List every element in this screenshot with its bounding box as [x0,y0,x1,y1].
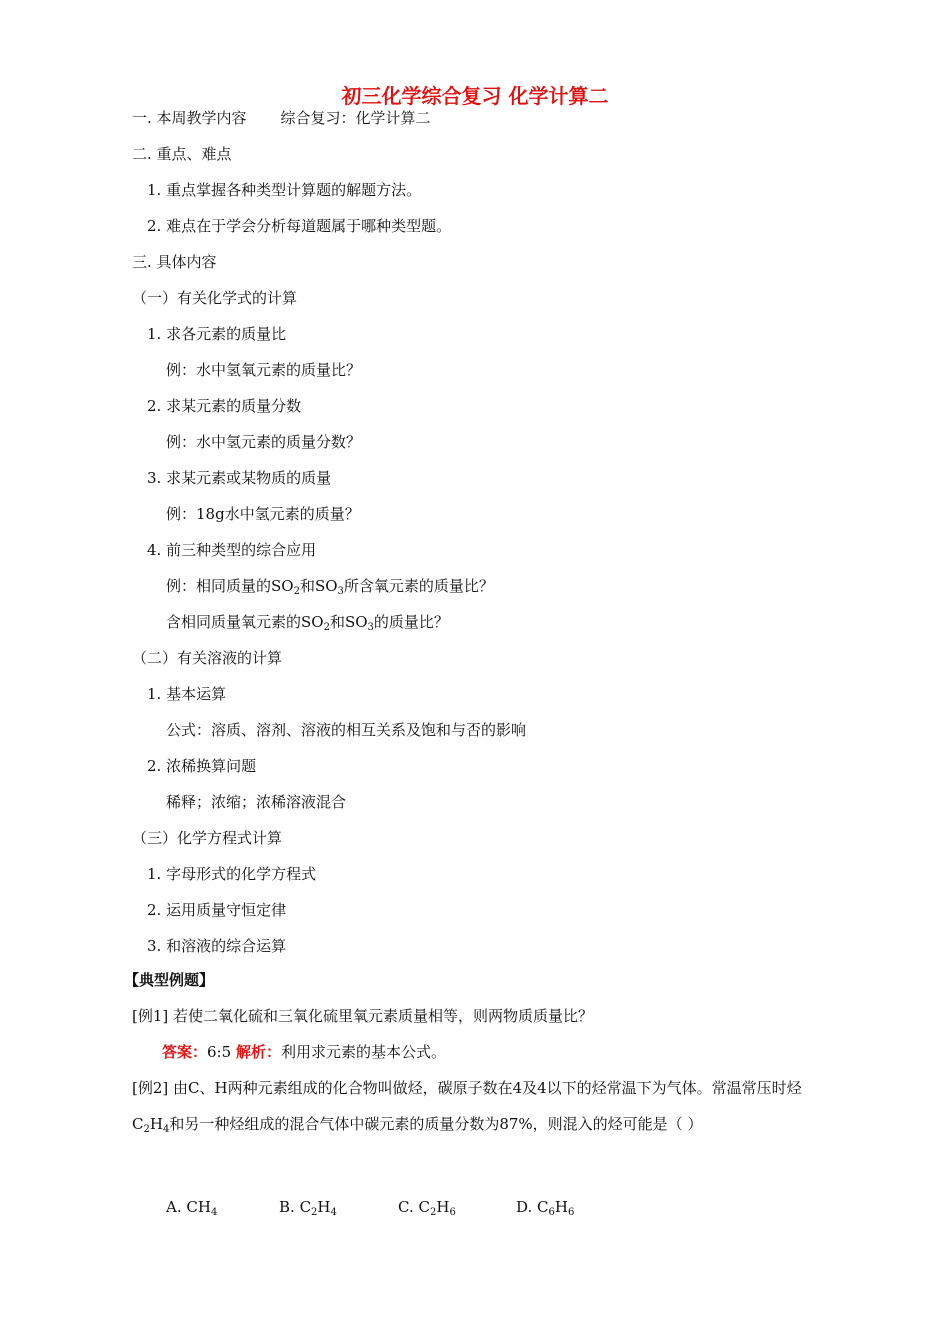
example-2-question [132,1070,822,1142]
section-3-label: 三. 具体内容 [132,253,217,271]
option-a [166,1197,279,1217]
part-1-example-2: 例：水中氢元素的质量分数？ [166,433,362,451]
option-d [516,1197,574,1217]
part-1-example-3: 例：18g水中氢元素的质量？ [166,505,360,523]
example-1-answer [162,1042,446,1062]
option-letter: A. [166,1198,187,1216]
part-1-item-2: 2. 求某元素的质量分数 [147,397,302,415]
example-1-question: [例1] 若使二氧化硫和三氧化硫里氧元素质量相等，则两物质质量比？ [132,1007,594,1025]
text: 含相同质量氧元素的SO [166,613,324,631]
part-2-formula-1: 公式：溶质、溶剂、溶液的相互关系及饱和与否的影响 [166,721,527,739]
subscript: 4 [330,1207,337,1218]
part-1-heading: （一）有关化学式的计算 [132,289,298,307]
subscript: 2 [293,586,300,597]
answer-label: 答案： [162,1043,208,1061]
formula: C [299,1198,312,1216]
text: 和SO [329,613,368,631]
subscript: 2 [143,1124,150,1135]
subscript: 6 [548,1207,555,1218]
part-1-item-3: 3. 求某元素或某物质的质量 [147,469,332,487]
part-1-example-1: 例：水中氢氧元素的质量比？ [166,361,362,379]
formula: H [436,1198,450,1216]
part-1-example-4b [166,612,449,632]
text: 的质量比？ [373,613,449,631]
part-2-item-2: 2. 浓稀换算问题 [147,757,257,775]
examples-heading: 【典型例题】 [124,971,215,989]
part-2-heading: （二）有关溶液的计算 [132,649,283,667]
text: 例：相同质量的SO [166,577,294,595]
formula: C [537,1198,549,1216]
part-1-example-4a [166,576,494,596]
example-2-options [166,1197,574,1217]
subscript: 4 [162,1124,170,1135]
part-2-item-1: 1. 基本运算 [147,685,227,703]
section-2-item-1: 1. 重点掌握各种类型计算题的解题方法。 [147,181,422,199]
subscript: 6 [567,1207,575,1218]
subscript: 4 [210,1207,218,1218]
answer-value: 6:5 [207,1043,232,1061]
option-letter: B. [279,1198,300,1216]
part-3-item-3: 3. 和溶液的综合运算 [147,937,287,955]
section-1-value: 综合复习：化学计算二 [280,109,431,127]
part-3-item-2: 2. 运用质量守恒定律 [147,901,287,919]
analysis-text: 利用求元素的基本公式。 [280,1043,446,1061]
document-title: 初三化学综合复习 化学计算二 [341,84,609,108]
text: 和SO [299,577,338,595]
part-3-item-1: 1. 字母形式的化学方程式 [147,865,317,883]
part-3-heading: （三）化学方程式计算 [132,829,283,847]
option-letter: D. [516,1198,538,1216]
formula: H [554,1198,568,1216]
section-1-label: 一. 本周教学内容 [132,109,247,127]
option-c [398,1197,516,1217]
part-1-item-1: 1. 求各元素的质量比 [147,325,287,343]
part-2-formula-2: 稀释；浓缩；浓稀溶液混合 [166,793,347,811]
formula: C [418,1198,430,1216]
subscript: 3 [367,622,374,633]
subscript: 2 [311,1207,318,1218]
section-1 [132,108,431,128]
section-2-item-2: 2. 难点在于学会分析每道题属于哪种类型题。 [147,217,452,235]
option-letter: C. [398,1198,419,1216]
text: [例2] 由C、H两种元素组成的化合物叫做烃，碳原子数在4及4以下的烃常温下为气体。常温常压时烃C [132,1079,802,1133]
formula: CH [186,1198,211,1216]
subscript: 3 [337,586,344,597]
section-2-label: 二. 重点、难点 [132,145,232,163]
formula: H [317,1198,331,1216]
subscript: 6 [449,1207,456,1218]
option-b [279,1197,398,1217]
text: 所含氧元素的质量比？ [343,577,494,595]
part-1-item-4: 4. 前三种类型的综合应用 [147,541,317,559]
subscript: 2 [429,1207,437,1218]
subscript: 2 [323,622,330,633]
text: H [149,1115,163,1133]
analysis-label: 解析： [235,1043,281,1061]
text: 和另一种烃组成的混合气体中碳元素的质量分数为87%，则混入的烃可能是（ ） [169,1115,703,1133]
